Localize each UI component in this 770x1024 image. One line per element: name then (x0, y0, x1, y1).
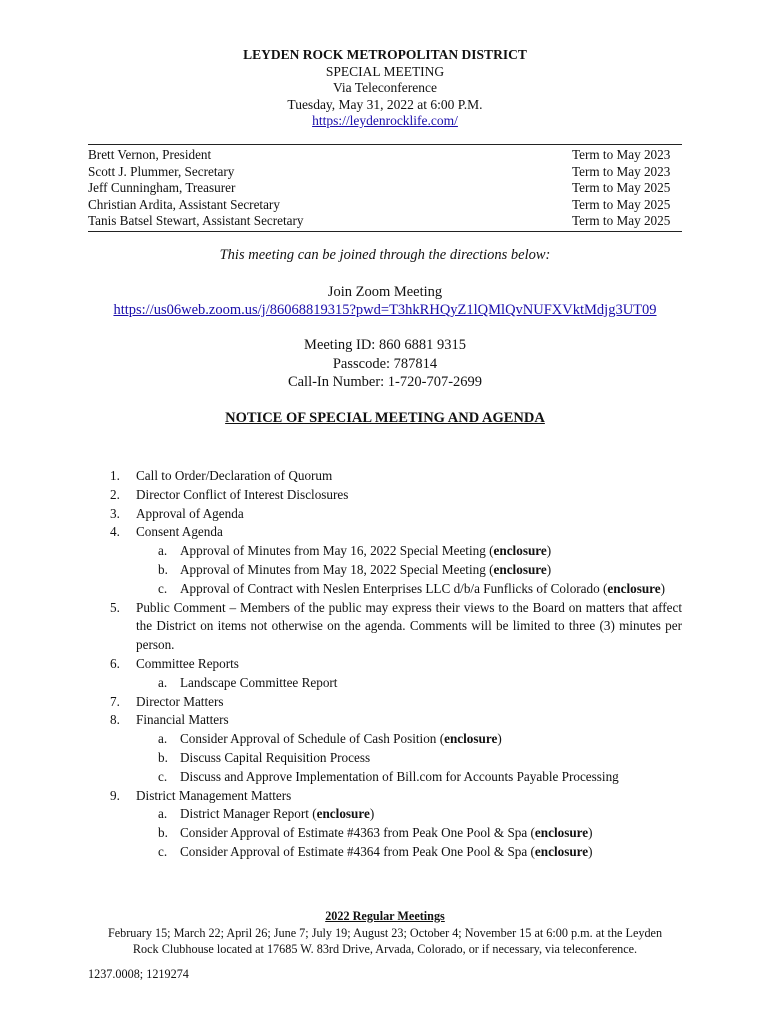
subitem-text: Discuss Capital Requisition Process (180, 749, 371, 765)
agenda-subitem (110, 730, 682, 749)
director-name: Jeff Cunningham, Treasurer (88, 180, 236, 195)
enclosure-marker: enclosure (607, 580, 661, 596)
agenda-subitem (110, 843, 682, 862)
enclosure-marker: enclosure (493, 543, 547, 559)
document-header (0, 47, 770, 130)
regular-meetings-title: 2022 Regular Meetings (325, 909, 445, 923)
item-text: Director Matters (136, 693, 224, 709)
enclosure-marker: enclosure (534, 843, 589, 859)
subitem-letter: a. (158, 674, 168, 690)
subitem-text: Approval of Minutes from May 16, 2022 Special Meeting (enclosure) (180, 543, 552, 559)
agenda-subitem (110, 805, 682, 824)
join-instructions: This meeting can be joined through the directions below: (219, 247, 551, 263)
board-row (88, 180, 682, 197)
zoom-section (0, 283, 770, 319)
item-number: 9. (110, 787, 120, 803)
board-row (88, 164, 682, 181)
meeting-datetime: Tuesday, May 31, 2022 at 6:00 P.M. (287, 96, 483, 112)
agenda-item (110, 467, 682, 486)
item-number: 1. (110, 468, 120, 483)
director-term: Term to May 2025 (572, 180, 671, 195)
item-number: 2. (110, 486, 120, 502)
director-term: Term to May 2025 (572, 196, 671, 212)
subitem-text: Discuss and Approve Implementation of Bill.com for Accounts Payable Processing (180, 768, 619, 784)
enclosure-marker: enclosure (493, 561, 547, 577)
agenda-subitem (110, 749, 682, 768)
agenda-list (110, 467, 682, 862)
subitem-letter: c. (158, 843, 168, 859)
item-text: Director Conflict of Interest Disclosures (136, 486, 349, 502)
regular-meetings-location: Rock Clubhouse located at 17685 W. 83rd Drive, Arvada, Colorado, or if necessary, via teleconference. (132, 942, 638, 956)
item-text: District Management Matters (136, 787, 292, 803)
board-directors-table (88, 144, 682, 232)
director-name: Scott J. Plummer, Secretary (88, 163, 235, 179)
subitem-letter: a. (158, 543, 168, 559)
agenda-item (110, 711, 682, 730)
subitem-letter: c. (158, 580, 168, 596)
call-in-number: Call-In Number: 1-720-707-2699 (287, 374, 483, 390)
enclosure-marker: enclosure (444, 731, 498, 747)
board-row (88, 197, 682, 214)
meeting-via: Via Teleconference (332, 80, 438, 95)
agenda-item (110, 787, 682, 806)
meeting-passcode: Passcode: 787814 (332, 355, 438, 372)
regular-meetings-dates: February 15; March 22; April 26; June 7; July 19; August 23; October 4; November 15 at 6:00 p.m. at the Leyden (107, 925, 663, 940)
subitem-letter: b. (158, 561, 168, 577)
notice-title: NOTICE OF SPECIAL MEETING AND AGENDA (225, 410, 545, 426)
item-text: Call to Order/Declaration of Quorum (136, 468, 333, 483)
meeting-type: SPECIAL MEETING (325, 63, 445, 79)
zoom-label: Join Zoom Meeting (327, 284, 443, 300)
subitem-text: Approval of Minutes from May 18, 2022 Special Meeting (enclosure) (180, 561, 552, 577)
website-link[interactable]: https://leydenrocklife.com/ (312, 113, 458, 128)
agenda-item (110, 599, 682, 655)
subitem-letter: c. (158, 768, 168, 784)
regular-meetings-section (0, 908, 770, 958)
item-number: 5. (110, 599, 120, 615)
subitem-text: Landscape Committee Report (180, 674, 338, 690)
zoom-meeting-link[interactable]: https://us06web.zoom.us/j/86068819315?pwd=T3hkRHQyZ1lQMlQvNUFXVktMdjg3UT09 (113, 302, 657, 318)
board-row (88, 213, 682, 230)
subitem-text: Consider Approval of Estimate #4364 from Peak One Pool & Spa (enclosure) (180, 843, 593, 859)
agenda-subitem (110, 561, 682, 580)
agenda-subitem (110, 580, 682, 599)
subitem-text: Consider Approval of Schedule of Cash Position (enclosure) (180, 731, 502, 747)
item-number: 8. (110, 712, 120, 728)
subitem-letter: a. (158, 731, 168, 747)
meeting-id: Meeting ID: 860 6881 9315 (304, 337, 466, 353)
subitem-letter: b. (158, 749, 168, 765)
agenda-subitem (110, 824, 682, 843)
agenda-item (110, 486, 682, 505)
enclosure-marker: enclosure (534, 825, 589, 841)
meeting-credentials (0, 336, 770, 392)
subitem-text: Consider Approval of Estimate #4363 from Peak One Pool & Spa (enclosure) (180, 825, 593, 841)
director-name: Christian Ardita, Assistant Secretary (88, 196, 280, 212)
agenda-item (110, 655, 682, 674)
enclosure-marker: enclosure (316, 806, 370, 822)
agenda-subitem (110, 542, 682, 561)
item-text: Committee Reports (136, 655, 239, 671)
item-text: Approval of Agenda (136, 505, 244, 521)
director-term: Term to May 2023 (572, 147, 671, 162)
subitem-text: District Manager Report (enclosure) (180, 806, 375, 822)
subitem-letter: a. (158, 806, 168, 822)
director-term: Term to May 2023 (572, 163, 671, 179)
agenda-subitem (110, 674, 682, 693)
item-text: Consent Agenda (136, 524, 223, 540)
district-name: LEYDEN ROCK METROPOLITAN DISTRICT (243, 47, 527, 62)
item-number: 3. (110, 505, 120, 521)
director-term: Term to May 2025 (572, 213, 671, 228)
agenda-item (110, 523, 682, 542)
director-name: Brett Vernon, President (88, 147, 212, 162)
agenda-subitem (110, 768, 682, 787)
agenda-item (110, 505, 682, 524)
agenda-item (110, 693, 682, 712)
item-number: 4. (110, 524, 120, 540)
item-text: Financial Matters (136, 712, 229, 728)
item-number: 7. (110, 693, 120, 709)
item-text: Public Comment – Members of the public may express their views to the Board on matters that affect the District on items not otherwise on the agenda. Comments will be limited to three (3) minutes per person. (136, 599, 682, 653)
document-code: 1237.0008; 1219274 (88, 967, 189, 981)
director-name: Tanis Batsel Stewart, Assistant Secretary (88, 213, 304, 228)
subitem-letter: b. (158, 825, 168, 841)
item-number: 6. (110, 655, 120, 671)
board-row (88, 147, 682, 164)
subitem-text: Approval of Contract with Neslen Enterprises LLC d/b/a Funflicks of Colorado (enclosure) (180, 580, 666, 596)
